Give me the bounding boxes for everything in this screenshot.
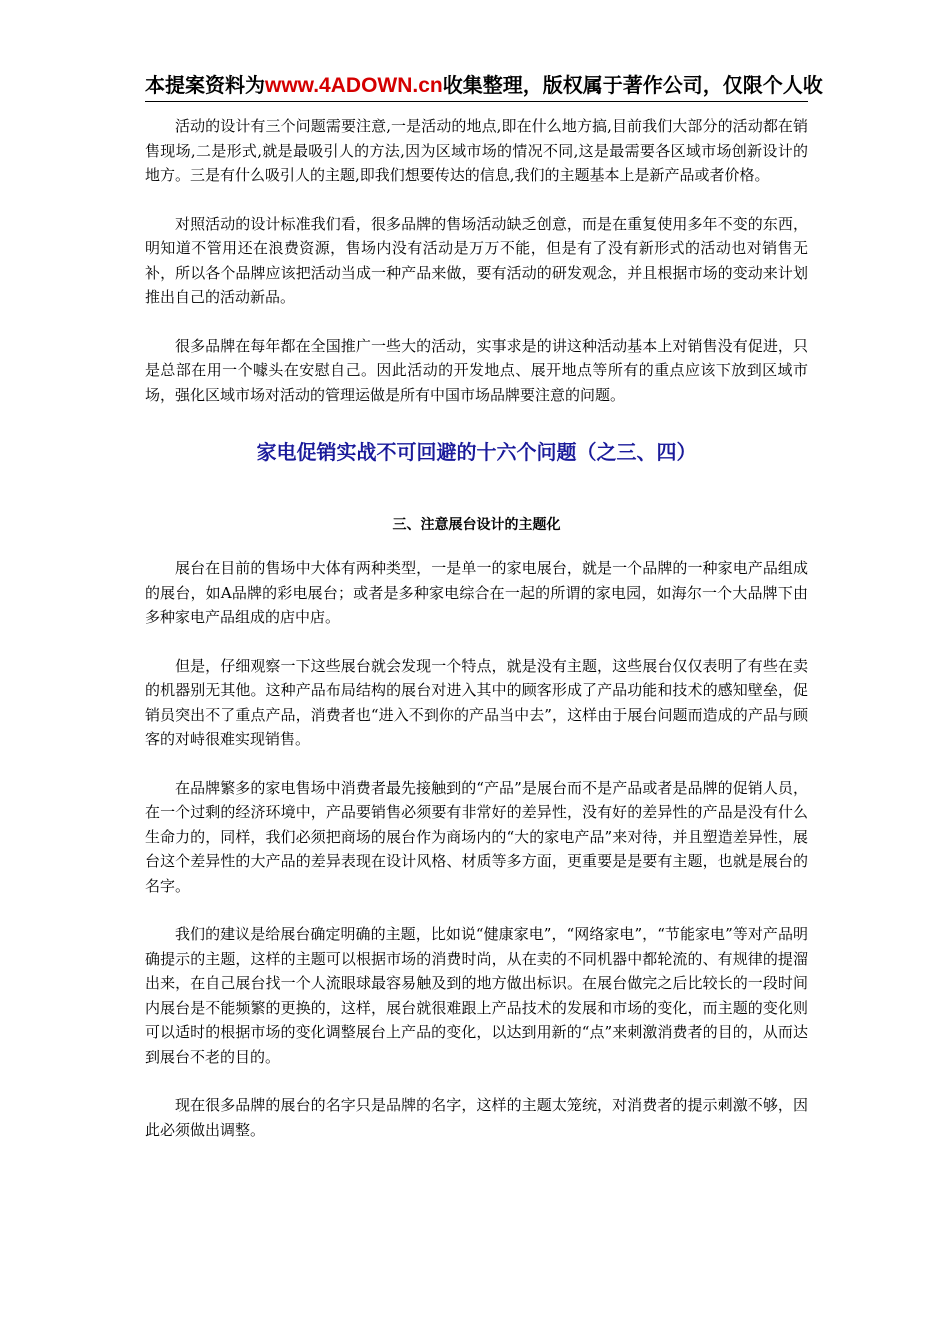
paragraph: 对照活动的设计标准我们看，很多品牌的售场活动缺乏创意，而是在重复使用多年不变的东西，明知道不管用还在浪费资源，售场内没有活动是万万不能，但是有了没有新形式的活动也对销售无补，所以各个品牌应该把活动当成一种产品来做，要有活动的研发观念，并且根据市场的变动来计划推出自己的活动新品。 [145,214,808,306]
document-body [145,114,808,1142]
document-header [145,70,950,101]
header-rule [145,101,808,102]
paragraph: 在品牌繁多的家电售场中消费者最先接触到的“产品”是展台而不是产品或者是品牌的促销人员，在一个过剩的经济环境中，产品要销售必须要有非常好的差异性，没有好的差异性的产品是没有什么生命力的，同样，我们必须把商场的展台作为商场内的“大的家电产品”来对待，并且塑造差异性，展台这个差异性的大产品的差异表现在设计风格、材质等多方面，更重要是是要有主题，也就是展台的名字。 [145,778,808,895]
paragraph: 现在很多品牌的展台的名字只是品牌的名字，这样的主题太笼统，对消费者的提示刺激不够，因此必须做出调整。 [145,1096,808,1139]
paragraph: 展台在目前的售场中大体有两种类型，一是单一的家电展台，就是一个品牌的一种家电产品组成的展台，如A品牌的彩电展台；或者是多种家电综合在一起的所谓的家电园，如海尔一个大品牌下由多种家电产品组成的店中店。 [145,559,808,626]
paragraph: 很多品牌在每年都在全国推广一些大的活动，实事求是的讲这种活动基本上对销售没有促进，只是总部在用一个噱头在安慰自己。因此活动的开发地点、展开地点等所有的重点应该下放到区域市场，强化区域市场对活动的管理运做是所有中国市场品牌要注意的问题。 [145,336,808,404]
header-suffix: 收集整理，版权属于著作公司，仅限个人收 [442,73,823,97]
paragraph: 我们的建议是给展台确定明确的主题，比如说“健康家电”，“网络家电”，“节能家电”等对产品明确提示的主题，这样的主题可以根据市场的消费时尚，从在卖的不同机器中都轮流的、有规律的提溜出来，在自己展台找一个人流眼球最容易触及到的地方做出标识。在展台做完之后比较长的一段时间内展台是不能频繁的更换的，这样，展台就很难跟上产品技术的发展和市场的变化，而主题的变化则可以适时的根据市场的变化调整展台上产品的变化，以达到用新的“点”来刺激消费者的目的，从而达到展台不老的目的。 [145,925,808,1066]
header-prefix: 本提案资料为 [145,73,265,97]
article-title: 家电促销实战不可回避的十六个问题（之三、四） [256,440,697,464]
section-heading: 三、注意展台设计的主题化 [392,517,561,533]
header-url: www.4ADOWN.cn [265,74,443,97]
paragraph: 但是，仔细观察一下这些展台就会发现一个特点，就是没有主题，这些展台仅仅表明了有些在卖的机器别无其他。这种产品布局结构的展台对进入其中的顾客形成了产品功能和技术的感知壁垒，促销员突出不了重点产品，消费者也“进入不到你的产品当中去”，这样由于展台问题而造成的产品与顾客的对峙很难实现销售。 [145,656,808,748]
paragraph: 活动的设计有三个问题需要注意,一是活动的地点,即在什么地方搞,目前我们大部分的活动都在销售现场,二是形式,就是最吸引人的方法,因为区域市场的情况不同,这是最需要各区域市场创新设计的地方。三是有什么吸引人的主题,即我们想要传达的信息,我们的主题基本上是新产品或者价格。 [145,117,808,184]
